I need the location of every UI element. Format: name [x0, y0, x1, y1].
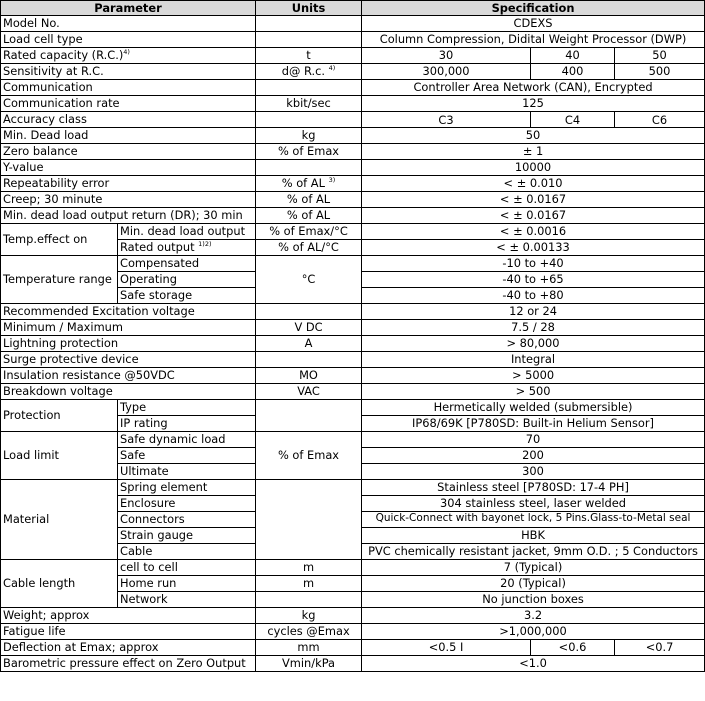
unit-barometric: Vmin/kPa	[256, 656, 362, 672]
header-units: Units	[256, 1, 362, 16]
param-sensitivity: Sensitivity at R.C.	[1, 64, 256, 80]
param-lightning: Lightning protection	[1, 336, 256, 352]
sub-material-spring: Spring element	[118, 480, 256, 496]
param-load-limit: Load limit	[1, 432, 118, 480]
unit-cable-network	[256, 592, 362, 608]
spec-material-strain: HBK	[362, 528, 705, 544]
row-rated-capacity	[1, 48, 705, 64]
row-model	[1, 16, 705, 32]
unit-model	[256, 16, 362, 32]
unit-sensitivity: d@ R.c. $^{4)}$	[256, 64, 362, 80]
spec-material-spring: Stainless steel [P780SD: 17-4 PH]	[362, 480, 705, 496]
param-load-cell-type: Load cell type	[1, 32, 256, 48]
row-weight	[1, 608, 705, 624]
param-zero-balance: Zero balance	[1, 144, 256, 160]
spec-weight: 3.2	[362, 608, 705, 624]
unit-min-max: V DC	[256, 320, 362, 336]
param-communication: Communication	[1, 80, 256, 96]
unit-lightning: A	[256, 336, 362, 352]
unit-material	[256, 480, 362, 560]
param-creep: Creep; 30 minute	[1, 192, 256, 208]
sub-material-strain: Strain gauge	[118, 528, 256, 544]
row-y-value	[1, 160, 705, 176]
unit-deflection: mm	[256, 640, 362, 656]
row-min-max	[1, 320, 705, 336]
row-deflection	[1, 640, 705, 656]
param-excitation: Recommended Excitation voltage	[1, 304, 256, 320]
unit-communication-rate: kbit/sec	[256, 96, 362, 112]
spec-load-cell-type: Column Compression, Didital Weight Processor (DWP)	[362, 32, 705, 48]
spec-excitation: 12 or 24	[362, 304, 705, 320]
unit-communication	[256, 80, 362, 96]
row-lightning	[1, 336, 705, 352]
sub-material-cable: Cable	[118, 544, 256, 560]
spec-deflection-3: <0.7	[615, 640, 705, 656]
spec-barometric: <1.0	[362, 656, 705, 672]
spec-deflection-1: <0.5 I	[362, 640, 531, 656]
row-load-dynamic	[1, 432, 705, 448]
param-insulation: Insulation resistance @50VDC	[1, 368, 256, 384]
sub-cable-home: Home run	[118, 576, 256, 592]
spec-load-safe: 200	[362, 448, 705, 464]
sub-load-safe: Safe	[118, 448, 256, 464]
sub-material-connectors: Connectors	[118, 512, 256, 528]
spec-insulation: > 5000	[362, 368, 705, 384]
spec-load-dynamic: 70	[362, 432, 705, 448]
row-min-dead-load	[1, 128, 705, 144]
row-load-cell-type	[1, 32, 705, 48]
param-repeatability: Repeatability error	[1, 176, 256, 192]
row-communication	[1, 80, 705, 96]
spec-sensitivity-1: 300,000	[362, 64, 531, 80]
sub-load-ultimate: Ultimate	[118, 464, 256, 480]
spec-min-max: 7.5 / 28	[362, 320, 705, 336]
spec-min-dead-load: 50	[362, 128, 705, 144]
unit-repeatability: % of AL $^{3)}$	[256, 176, 362, 192]
header-specification: Specification	[362, 1, 705, 16]
spec-load-ultimate: 300	[362, 464, 705, 480]
param-cable-length: Cable length	[1, 560, 118, 608]
spec-lightning: > 80,000	[362, 336, 705, 352]
spec-deflection-2: <0.6	[531, 640, 615, 656]
row-surge	[1, 352, 705, 368]
unit-temp-effect-rated: % of AL/°C	[256, 240, 362, 256]
spec-accuracy-class-1: C3	[362, 112, 531, 128]
param-y-value: Y-value	[1, 160, 256, 176]
spec-surge: Integral	[362, 352, 705, 368]
row-cable-cell	[1, 560, 705, 576]
unit-zero-balance: % of Emax	[256, 144, 362, 160]
sub-cable-network: Network	[118, 592, 256, 608]
header-row	[1, 1, 705, 16]
spec-temp-storage: -40 to +80	[362, 288, 705, 304]
spec-cable-cell: 7 (Typical)	[362, 560, 705, 576]
row-dr	[1, 208, 705, 224]
row-material-spring	[1, 480, 705, 496]
unit-min-dead-load: kg	[256, 128, 362, 144]
param-min-max: Minimum / Maximum	[1, 320, 256, 336]
param-weight: Weight; approx	[1, 608, 256, 624]
unit-excitation	[256, 304, 362, 320]
spec-accuracy-class-3: C6	[615, 112, 705, 128]
unit-temp-effect-dead: % of Emax/°C	[256, 224, 362, 240]
param-surge: Surge protective device	[1, 352, 256, 368]
spec-model: CDEXS	[362, 16, 705, 32]
spec-rated-capacity-1: 30	[362, 48, 531, 64]
spec-sensitivity-2: 400	[531, 64, 615, 80]
param-breakdown: Breakdown voltage	[1, 384, 256, 400]
unit-protection	[256, 400, 362, 432]
spec-temp-effect-dead: < ± 0.0016	[362, 224, 705, 240]
spec-material-enclosure: 304 stainless steel, laser welded	[362, 496, 705, 512]
param-material: Material	[1, 480, 118, 560]
row-communication-rate	[1, 96, 705, 112]
spec-communication: Controller Area Network (CAN), Encrypted	[362, 80, 705, 96]
spec-sensitivity-3: 500	[615, 64, 705, 80]
row-temp-effect-dead	[1, 224, 705, 240]
spec-temp-compensated: -10 to +40	[362, 256, 705, 272]
unit-temp-range: °C	[256, 256, 362, 304]
row-repeatability	[1, 176, 705, 192]
sub-temp-storage: Safe storage	[118, 288, 256, 304]
row-zero-balance	[1, 144, 705, 160]
param-communication-rate: Communication rate	[1, 96, 256, 112]
row-barometric	[1, 656, 705, 672]
sub-temp-operating: Operating	[118, 272, 256, 288]
unit-fatigue: cycles @Emax	[256, 624, 362, 640]
sub-temp-effect-rated: Rated output $^{1)2)}$	[118, 240, 256, 256]
unit-creep: % of AL	[256, 192, 362, 208]
spec-protection-type: Hermetically welded (submersible)	[362, 400, 705, 416]
sub-material-enclosure: Enclosure	[118, 496, 256, 512]
spec-accuracy-class-2: C4	[531, 112, 615, 128]
unit-accuracy-class	[256, 112, 362, 128]
row-protection-type	[1, 400, 705, 416]
unit-insulation: MO	[256, 368, 362, 384]
unit-weight: kg	[256, 608, 362, 624]
spec-y-value: 10000	[362, 160, 705, 176]
row-insulation	[1, 368, 705, 384]
param-dr: Min. dead load output return (DR); 30 min	[1, 208, 256, 224]
param-min-dead-load: Min. Dead load	[1, 128, 256, 144]
spec-dr: < ± 0.0167	[362, 208, 705, 224]
unit-load-cell-type	[256, 32, 362, 48]
unit-cable-home: m	[256, 576, 362, 592]
param-temp-effect: Temp.effect on	[1, 224, 118, 256]
unit-breakdown: VAC	[256, 384, 362, 400]
sub-cable-cell: cell to cell	[118, 560, 256, 576]
spec-zero-balance: ± 1	[362, 144, 705, 160]
param-rated-capacity: Rated capacity $(R.C.)^{4)}$	[1, 48, 256, 64]
spec-communication-rate: 125	[362, 96, 705, 112]
spec-rated-capacity-2: 40	[531, 48, 615, 64]
unit-surge	[256, 352, 362, 368]
row-excitation	[1, 304, 705, 320]
unit-y-value	[256, 160, 362, 176]
row-accuracy-class	[1, 112, 705, 128]
sub-temp-effect-dead: Min. dead load output	[118, 224, 256, 240]
spec-cable-network: No junction boxes	[362, 592, 705, 608]
param-protection: Protection	[1, 400, 118, 432]
param-deflection: Deflection at Emax; approx	[1, 640, 256, 656]
row-creep	[1, 192, 705, 208]
spec-cable-home: 20 (Typical)	[362, 576, 705, 592]
unit-cable-cell: m	[256, 560, 362, 576]
row-temp-compensated	[1, 256, 705, 272]
param-model: Model No.	[1, 16, 256, 32]
sub-protection-ip: IP rating	[118, 416, 256, 432]
spec-material-cable: PVC chemically resistant jacket, 9mm O.D. ; 5 Conductors	[362, 544, 705, 560]
spec-temp-operating: -40 to +65	[362, 272, 705, 288]
row-fatigue	[1, 624, 705, 640]
spec-breakdown: > 500	[362, 384, 705, 400]
spec-repeatability: < ± 0.010	[362, 176, 705, 192]
param-fatigue: Fatigue life	[1, 624, 256, 640]
header-parameter: Parameter	[1, 1, 256, 16]
sub-load-dynamic: Safe dynamic load	[118, 432, 256, 448]
sub-temp-compensated: Compensated	[118, 256, 256, 272]
param-accuracy-class: Accuracy class	[1, 112, 256, 128]
param-temp-range: Temperature range	[1, 256, 118, 304]
spec-rated-capacity-3: 50	[615, 48, 705, 64]
param-barometric: Barometric pressure effect on Zero Output	[1, 656, 256, 672]
row-breakdown	[1, 384, 705, 400]
spec-temp-effect-rated: < ± 0.00133	[362, 240, 705, 256]
unit-dr: % of AL	[256, 208, 362, 224]
spec-material-connectors: Quick-Connect with bayonet lock, 5 Pins.Glass-to-Metal seal	[362, 512, 705, 528]
spec-protection-ip: IP68/69K [P780SD: Built-in Helium Sensor]	[362, 416, 705, 432]
row-sensitivity	[1, 64, 705, 80]
unit-load-limit: % of Emax	[256, 432, 362, 480]
spec-fatigue: >1,000,000	[362, 624, 705, 640]
unit-rated-capacity: t	[256, 48, 362, 64]
spec-creep: < ± 0.0167	[362, 192, 705, 208]
sub-protection-type: Type	[118, 400, 256, 416]
